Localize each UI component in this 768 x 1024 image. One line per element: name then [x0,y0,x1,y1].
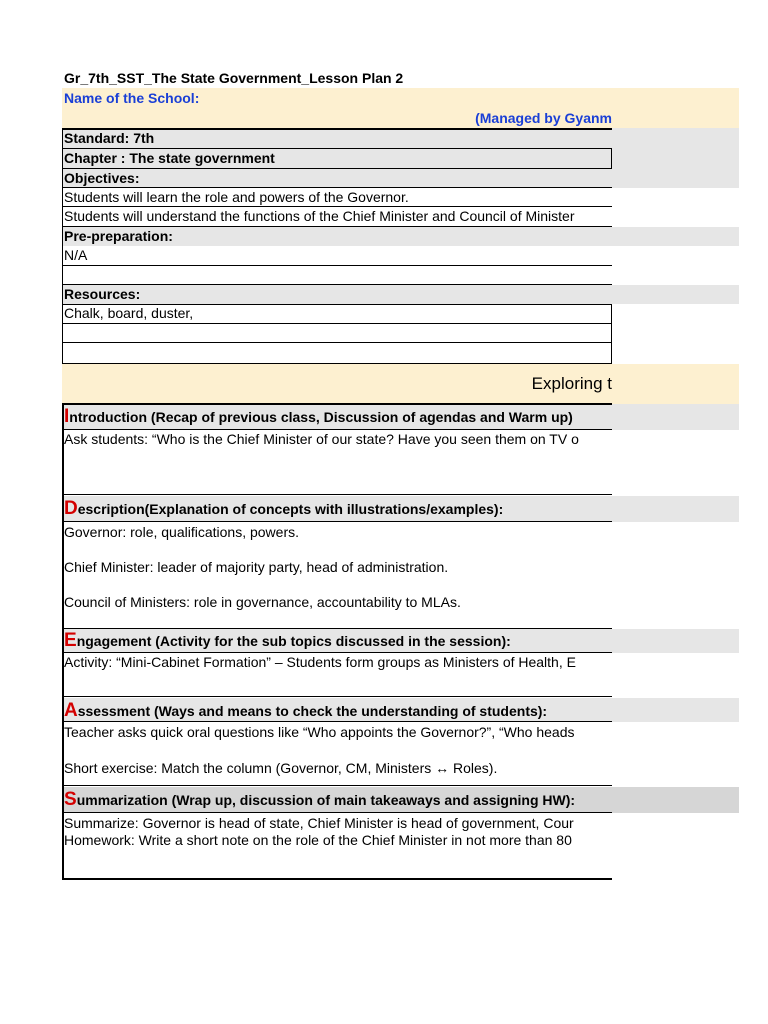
preprep-label: Pre-preparation: [64,228,173,244]
border [62,187,612,188]
border [62,812,612,813]
border [62,785,612,786]
engagement-initial: E [64,630,77,651]
objectives-label: Objectives: [64,170,140,186]
border [62,265,612,266]
introduction-heading-text: ntroduction (Recap of previous class, Discussion of agendas and Warm up) [69,409,573,425]
introduction-initial: I [64,406,70,427]
description-line: Council of Ministers: role in governance, accountability to MLAs. [64,594,461,610]
description-heading [64,498,612,520]
preprep-value: N/A [64,247,88,263]
description-heading-text: escription(Explanation of concepts with illustrations/examples): [77,501,504,517]
summarization-line: Homework: Write a short note on the role of the Chief Minister in not more than 80 [64,832,572,848]
border [62,521,612,522]
objective-item: Students will learn the role and powers of the Governor. [64,189,409,205]
border [62,429,612,430]
description-line: Governor: role, qualifications, powers. [64,524,299,540]
border [62,628,612,629]
border [62,652,612,653]
border [62,342,612,343]
assessment-heading-text: ssessment (Ways and means to check the understanding of students): [77,703,548,719]
description-line: Chief Minister: leader of majority party, head of administration. [64,559,449,575]
border [62,878,612,880]
border [62,284,612,285]
introduction-line: Ask students: “Who is the Chief Minister of our state? Have you seen them on TV o [64,431,579,447]
description-initial: D [64,498,78,519]
standard-cell: Standard: 7th [64,130,155,146]
engagement-heading [64,630,612,652]
school-name-colon: : [194,90,200,106]
document-title: Gr_7th_SST_The State Government_Lesson Plan 2 [64,70,404,86]
border [62,403,64,880]
border [62,494,612,495]
exploring-clip [400,374,612,394]
summarization-line: Summarize: Governor is head of state, Chief Minister is head of government, Cour [64,815,574,831]
border [62,226,612,227]
resources-value: Chalk, board, duster, [64,305,194,321]
border [62,403,612,405]
border [62,128,612,130]
engagement-line: Activity: “Mini-Cabinet Formation” – Students form groups as Ministers of Health, E [64,654,576,670]
border [62,696,612,697]
assessment-line: Short exercise: Match the column (Governor, CM, Ministers ↔ Roles). [64,760,498,776]
border [62,148,612,149]
summarization-initial: S [64,789,77,810]
school-name-label: Name of the School [64,90,195,106]
border [62,128,63,364]
border [611,148,612,169]
chapter-cell: Chapter : The state government [64,150,275,166]
exploring-banner: Exploring t [531,374,612,393]
engagement-heading-text: ngagement (Activity for the sub topics discussed in the session): [76,633,511,649]
border [62,304,612,305]
border [62,721,612,722]
border [611,304,612,364]
resources-label: Resources: [64,286,141,302]
assessment-initial: A [64,700,78,721]
introduction-heading [64,406,612,428]
summarization-heading [64,789,612,811]
border [62,206,612,207]
managed-by-text: (Managed by Gyanm [475,110,612,126]
summarization-heading-text: ummarization (Wrap up, discussion of main takeaways and assigning HW): [76,792,576,808]
school-name-row [64,90,199,106]
managed-by-clip [300,110,612,126]
assessment-line: Teacher asks quick oral questions like “Who appoints the Governor?”, “Who heads [64,724,575,740]
border [62,323,612,324]
assessment-heading [64,700,612,722]
border [62,168,612,169]
objective-item: Students will understand the functions of the Chief Minister and Council of Minister [64,208,575,224]
border [62,363,612,364]
